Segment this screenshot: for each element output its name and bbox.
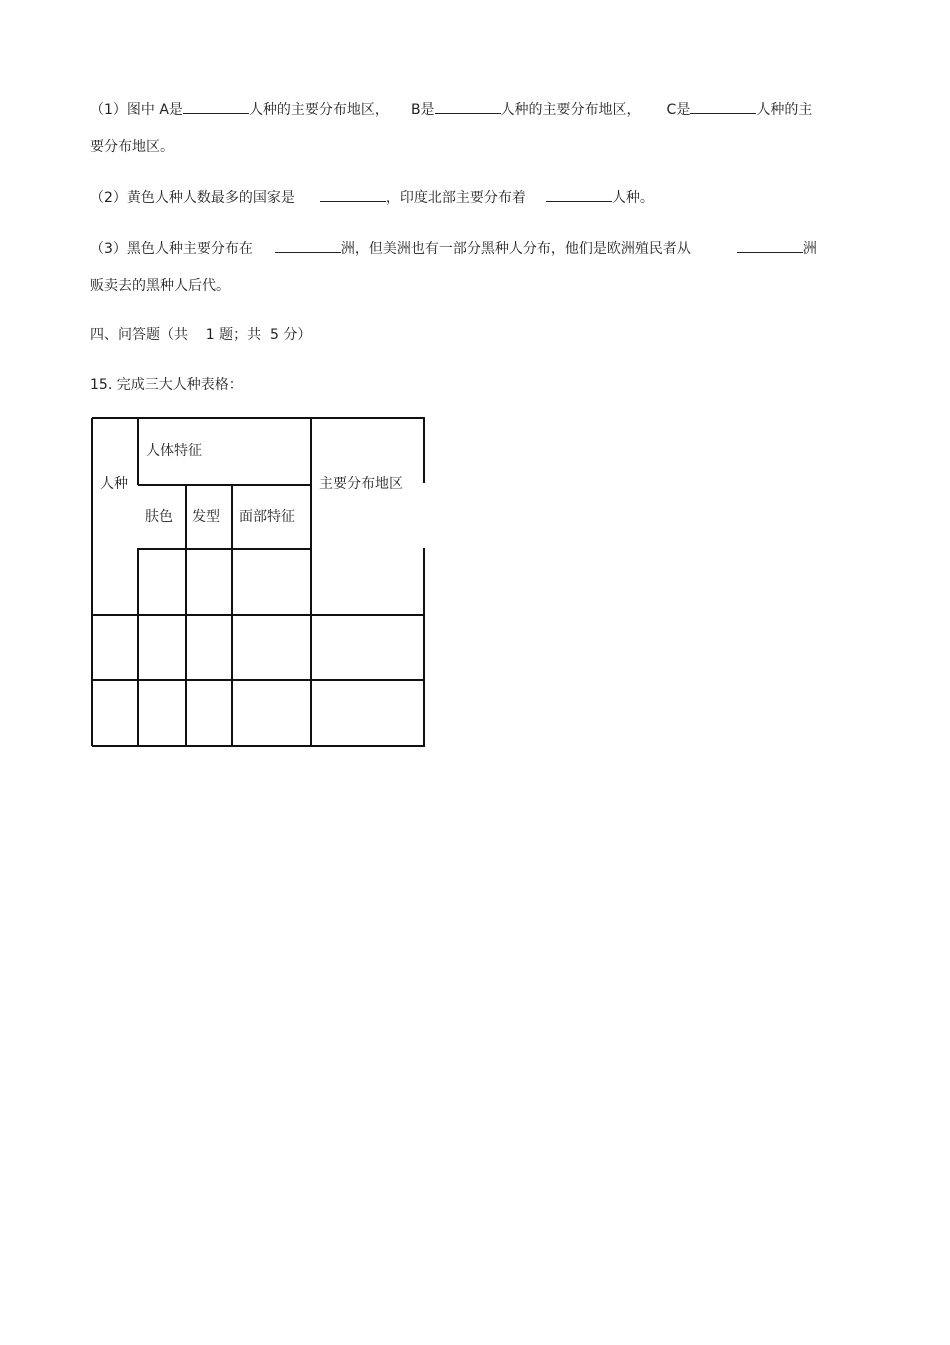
header-body-features: 人体特征: [146, 443, 202, 459]
header-race: 人种: [100, 476, 128, 492]
q3-prefix: （3）黑色人种主要分布在: [90, 241, 253, 257]
question-15: 15. 完成三大人种表格：: [90, 377, 243, 393]
header-facial-features: 面部特征: [239, 509, 295, 525]
q1-prefix: （1）图中 A是: [90, 102, 183, 118]
header-main-region: 主要分布地区: [319, 476, 403, 492]
section-heading: 四、问答题（共 1 题；共 5 分）: [90, 327, 312, 343]
q3-suffix: 洲: [802, 241, 817, 257]
header-hair-type: 发型: [192, 509, 220, 525]
q1-after-b: 人种的主要分布地区，: [500, 102, 641, 118]
q2-suffix: 人种。: [611, 190, 654, 206]
q3-mid: 洲，但美洲也有一部分黑种人分布，他们是欧洲殖民者从: [340, 241, 691, 257]
question-3-line-2: 贩卖去的黑种人后代。: [90, 278, 230, 294]
q1-after-c: 人种的主: [756, 102, 813, 118]
q1-after-a: 人种的主要分布地区，: [248, 102, 389, 118]
question-1-line-2: 要分布地区。: [90, 139, 174, 155]
q1-c-label: C是: [666, 102, 691, 118]
q2-prefix: （2）黄色人种人数最多的国家是: [90, 190, 295, 206]
header-skin-color: 肤色: [145, 509, 173, 525]
q2-mid: ，印度北部主要分布着: [385, 190, 526, 206]
q1-b-label: B是: [410, 102, 435, 118]
